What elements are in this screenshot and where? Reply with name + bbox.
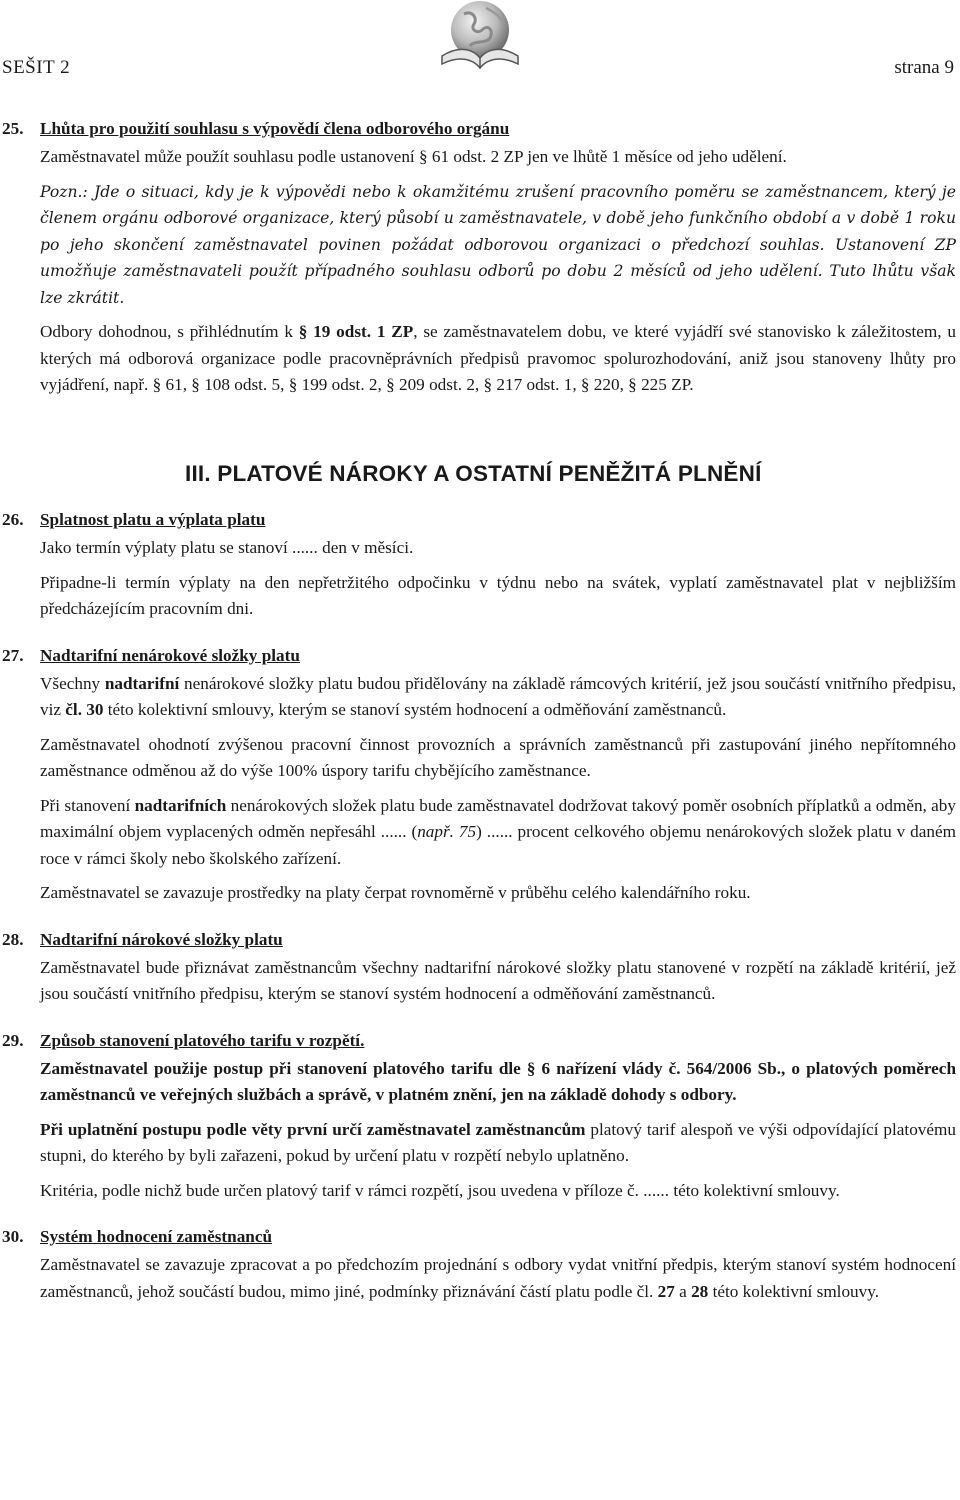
section-number: 27.: [2, 645, 24, 665]
section-25: [0, 116, 960, 399]
text-run: Odbory dohodnou, s přihlédnutím k: [40, 322, 299, 341]
section-heading: [2, 116, 956, 144]
section-number: 30.: [2, 1227, 24, 1246]
text-run: této kolektivní smlouvy, kterým se stanoví systém hodnocení a odměňování zaměstnanců.: [103, 700, 727, 719]
document-body: [0, 116, 960, 1305]
text-run: Zaměstnavatel se zavazuje zpracovat a po předchozím projednání s odbory vydat vnitřní předpis, kterým stanoví systém hodnocení zaměstnanců, jehož součástí budou, mimo jiné, podmínky přiznávání částí platu podle čl.: [40, 1255, 956, 1301]
text-run: platový tarif alespoň ve výši odpovídající platovému stupni, do kterého by byli zařazeni, pokud by určení platu v rozpětí nebylo uplatněno.: [40, 1119, 956, 1165]
page-number: strana 9: [894, 57, 954, 78]
bold-text-run: Při uplatnění postupu podle věty první určí zaměstnavatel zaměstnancům: [40, 1119, 586, 1139]
paragraph: [40, 793, 956, 873]
paragraph: [40, 1252, 956, 1305]
text-run: nenárokové složky platu budou přidělovány na základě rámcových kritérií, jež jsou součástí vnitřního předpisu, viz: [40, 673, 956, 719]
italic-text-run: např. 75: [417, 822, 477, 841]
section-title: Nadtarifní nenárokové složky platu: [40, 645, 300, 665]
booklet-label: SEŠIT 2: [2, 57, 71, 78]
text-run: Všechny: [40, 673, 105, 693]
bold-text-run: 28: [691, 1281, 709, 1301]
section-title: Lhůta pro použití souhlasu s výpovědí člena odborového orgánu: [40, 119, 510, 138]
paragraph: Zaměstnavatel bude přiznávat zaměstnancům všechny nadtarifní nárokové složky platu stanovené v rozpětí na základě kritérií, jež jsou součástí vnitřního předpisu, kterým se stanoví systém hodnocení a odměňování zaměstnanců.: [40, 957, 956, 1003]
section-27: [0, 643, 960, 907]
paragraph: [40, 319, 956, 399]
chapter-heading: III. PLATOVÉ NÁROKY A OSTATNÍ PENĚŽITÁ PLNĚNÍ: [185, 460, 762, 486]
section-title: Nadtarifní nárokové složky platu: [40, 929, 283, 949]
paragraph: [40, 671, 956, 724]
section-number: 28.: [2, 929, 24, 949]
text-run: a: [674, 1281, 692, 1301]
paragraph: Zaměstnavatel ohodnotí zvýšenou pracovní činnost provozních a správních zaměstnanců při zastupování jiného nepřítomného zaměstnance odměnou až do výše 100% úspory tarifu chybějícího zaměstnance.: [40, 734, 956, 780]
section-heading: [2, 927, 956, 955]
paragraph: [40, 1117, 956, 1170]
section-30: [0, 1224, 960, 1305]
text-run: nenárokových složek platu bude zaměstnavatel dodržovat takový poměr osobních příplatků a odměn, aby maximální objem vyplacených odměn nepřesáhl ...... (: [40, 795, 956, 841]
section-title: Splatnost platu a výplata platu: [40, 510, 266, 529]
text-run: Při stanovení: [40, 795, 135, 815]
section-number: 26.: [2, 510, 24, 529]
bold-text-run: § 19 odst. 1 ZP: [298, 322, 414, 341]
section-29: [0, 1028, 960, 1205]
text-run: této kolektivní smlouvy.: [708, 1281, 880, 1301]
bold-text-run: nadtarifní: [104, 673, 180, 693]
section-title: Způsob stanovení platového tarifu v rozpětí.: [40, 1030, 365, 1050]
text-run: , se zaměstnavatelem dobu, ve které vyjádří své stanovisko k záležitostem, u kterých má odborová organizace podle pracovněprávních předpisů pravomoc spolurozhodování, aniž jsou stanoveny lhůty pro vyjádření, např. § 61, § 108 odst. 5, § 199 odst. 2, § 209 odst. 2, § 217 odst. 1, § 220, § 225 ZP.: [40, 322, 956, 394]
paragraph: Zaměstnavatel se zavazuje prostředky na platy čerpat rovnoměrně v průběhu celého kalendářního roku.: [40, 883, 751, 902]
section-number: 29.: [2, 1030, 24, 1050]
bold-text-run: nadtarifních: [134, 795, 227, 815]
section-title: Systém hodnocení zaměstnanců: [40, 1227, 273, 1246]
section-28: [0, 927, 960, 1008]
paragraph: Kritéria, podle nichž bude určen platový tarif v rámci rozpětí, jsou uvedena v příloze č. ...... této kolektivní smlouvy.: [40, 1180, 840, 1200]
paragraph: Jako termín výplaty platu se stanoví ...... den v měsíci.: [40, 538, 414, 557]
globe-book-icon: [434, 0, 522, 74]
text-run: ) ...... procent celkového objemu nenárokových složek platu v daném roce v rámci školy nebo školského zařízení.: [40, 822, 956, 868]
section-heading: [2, 507, 956, 535]
note-paragraph: Pozn.: Jde o situaci, kdy je k výpovědi nebo k okamžitému zrušení pracovního poměru se zaměstnancem, který je členem orgánu odborové organizace, který působí u zaměstnavatele, v době jeho funkčního období a v době 1 roku po jeho skončení zaměstnavatel povinen požádat odborovou organizaci o předchozí souhlas. Ustanovení ZP umožňuje zaměstnavateli použít případného souhlasu odborů po dobu 2 měsíců od jeho udělení. Tuto lhůtu však lze zkrátit.: [40, 182, 956, 307]
bold-text-run: čl. 30: [65, 700, 104, 719]
paragraph: Připadne-li termín výplaty na den nepřetržitého odpočinku v týdnu nebo na svátek, vyplatí zaměstnavatel plat v nejbližším předcházejícím pracovním dni.: [40, 572, 956, 618]
section-number: 25.: [2, 119, 24, 138]
section-heading: [2, 643, 956, 671]
section-heading: [2, 1224, 956, 1252]
paragraph: Zaměstnavatel může použít souhlasu podle ustanovení § 61 odst. 2 ZP jen ve lhůtě 1 měsíce od jeho udělení.: [40, 147, 787, 166]
bold-text-run: 27: [657, 1281, 675, 1301]
bold-paragraph: Zaměstnavatel použije postup při stanovení platového tarifu dle § 6 nařízení vlády č. 564/2006 Sb., o platových poměrech zaměstnanců ve veřejných službách a správě, v platném znění, jen na základě dohody s odbory.: [40, 1058, 956, 1104]
page-header: [0, 0, 960, 80]
section-26: [0, 507, 960, 623]
section-heading: [2, 1028, 956, 1056]
